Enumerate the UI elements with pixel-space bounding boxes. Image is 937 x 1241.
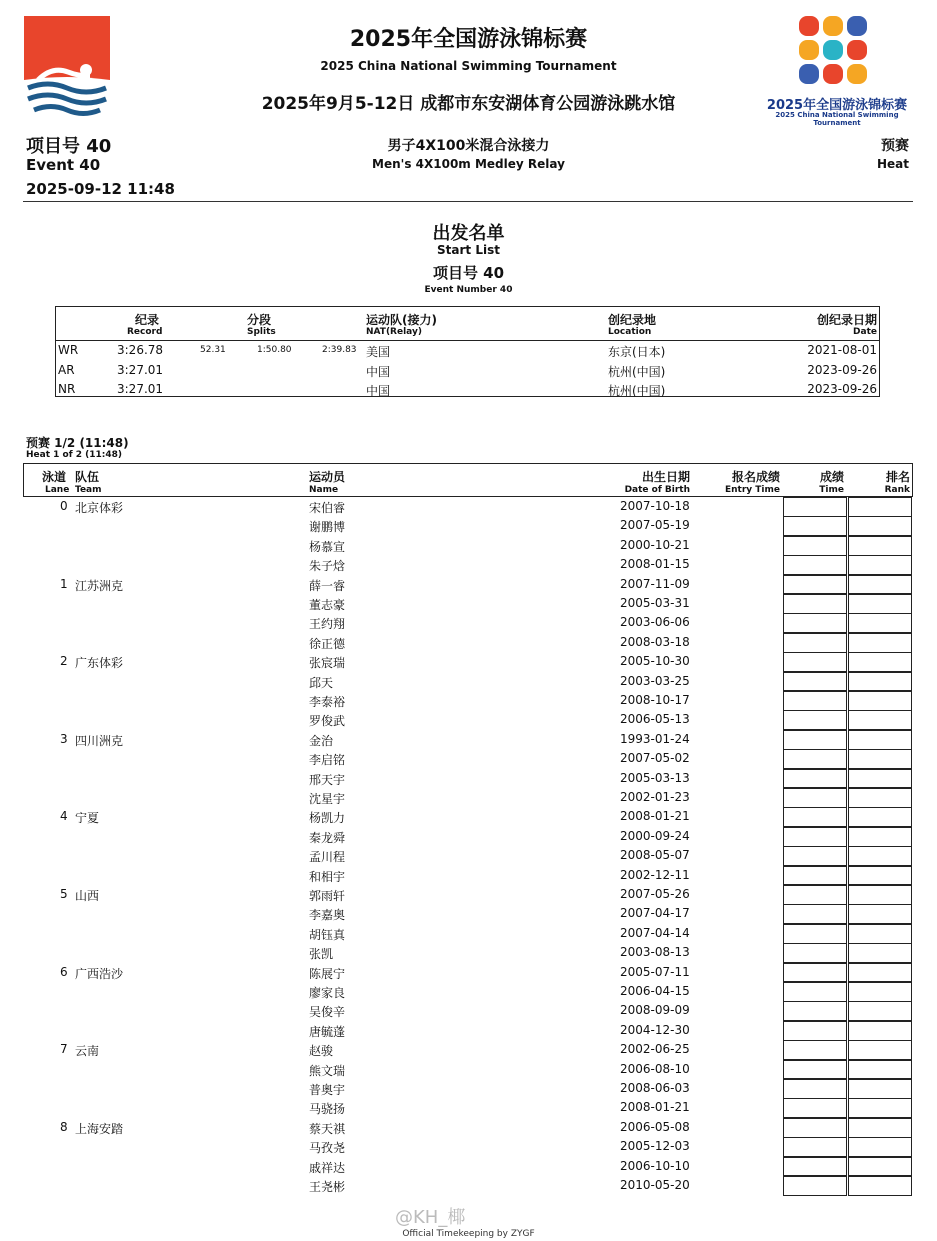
rank-entry-box[interactable]	[848, 613, 912, 633]
athlete-name: 薛一睿	[309, 578, 346, 593]
start-list-title-en: Start List	[437, 243, 500, 257]
athlete-name: 马骁扬	[309, 1102, 346, 1117]
lane-number: 8	[60, 1119, 68, 1134]
athlete-dob: 2007-04-17	[620, 906, 690, 921]
athlete-name: 戚祥达	[309, 1160, 346, 1175]
athlete-name: 吴俊辛	[309, 1005, 346, 1020]
athlete-name: 张宸瑞	[309, 656, 346, 671]
athlete-dob: 2008-05-07	[620, 848, 690, 863]
athlete-name: 邢天宇	[309, 772, 346, 787]
records-header-date-en: Date	[853, 327, 877, 337]
header-time: 成绩	[819, 470, 844, 484]
athlete-dob: 2002-06-25	[620, 1042, 690, 1057]
rank-entry-box[interactable]	[848, 788, 912, 808]
rank-entry-box[interactable]	[848, 516, 912, 536]
athlete-dob: 2008-01-21	[620, 1100, 690, 1115]
athlete-dob: 2007-04-14	[620, 925, 690, 940]
rank-entry-box[interactable]	[848, 1021, 912, 1041]
lane-number: 5	[60, 887, 68, 901]
time-entry-box[interactable]	[783, 749, 847, 769]
athlete-dob: 2008-10-17	[620, 693, 690, 707]
rank-entry-box[interactable]	[848, 982, 912, 1002]
event-number: 项目号 40	[26, 136, 112, 157]
record-location: 东京(日本)	[608, 345, 666, 359]
record-nat: 中国	[366, 364, 391, 379]
header-lane: 泳道	[42, 470, 67, 484]
team-name: 广西浩沙	[75, 966, 124, 981]
athlete-name: 马孜尧	[309, 1141, 346, 1156]
time-entry-box[interactable]	[783, 613, 847, 633]
event-name-en: Men's 4X100m Medley Relay	[372, 157, 565, 171]
rank-entry-box[interactable]	[848, 672, 912, 692]
page-title-en: 2025 China National Swimming Tournament	[320, 59, 617, 73]
header-time-en: Time	[819, 485, 844, 495]
time-entry-box[interactable]	[783, 1021, 847, 1041]
records-header-location: 创纪录地	[608, 313, 657, 327]
event-datetime: 2025-09-12 11:48	[26, 180, 175, 198]
rank-entry-box[interactable]	[848, 904, 912, 924]
athlete-name: 孟川程	[309, 850, 346, 865]
athlete-dob: 2002-12-11	[620, 867, 690, 882]
date-venue: 2025年9月5-12日 成都市东安湖体育公园游泳跳水馆	[261, 94, 676, 114]
records-header-divider	[55, 340, 880, 341]
time-entry-box[interactable]	[783, 497, 847, 517]
time-entry-box[interactable]	[783, 982, 847, 1002]
record-nat: 美国	[366, 345, 391, 359]
time-entry-box[interactable]	[783, 1118, 847, 1138]
time-entry-box[interactable]	[783, 1040, 847, 1060]
rank-entry-box[interactable]	[848, 1060, 912, 1080]
athlete-dob: 2006-05-08	[620, 1119, 690, 1134]
athlete-dob: 2006-10-10	[620, 1158, 690, 1173]
time-entry-box[interactable]	[783, 516, 847, 536]
records-header-record: 纪录	[135, 313, 160, 327]
athlete-dob: 2005-12-03	[620, 1139, 690, 1154]
athlete-dob: 2010-05-20	[620, 1178, 690, 1192]
athlete-dob: 2000-10-21	[620, 537, 690, 552]
start-list-event-number-en: Event Number 40	[424, 285, 513, 295]
time-entry-box[interactable]	[783, 691, 847, 711]
record-type: WR	[58, 343, 79, 357]
time-entry-box[interactable]	[783, 672, 847, 692]
athlete-name: 谢鹏博	[309, 520, 346, 535]
team-name: 四川洲克	[75, 733, 124, 748]
athlete-name: 熊文瑞	[309, 1063, 346, 1078]
athlete-dob: 2007-05-26	[620, 887, 690, 901]
time-entry-box[interactable]	[783, 536, 847, 556]
records-header-nat: 运动队(接力)	[366, 313, 437, 327]
record-time: 3:27.01	[117, 382, 164, 396]
rank-entry-box[interactable]	[848, 691, 912, 711]
athlete-dob: 2006-04-15	[620, 984, 690, 998]
records-header-date: 创纪录日期	[816, 313, 877, 327]
time-entry-box[interactable]	[783, 769, 847, 789]
record-date: 2021-08-01	[807, 343, 877, 357]
athlete-name: 唐毓蓬	[309, 1024, 346, 1039]
athlete-name: 王约翔	[309, 617, 346, 632]
page-title: 2025年全国游泳锦标赛	[349, 27, 588, 52]
athlete-name: 李泰裕	[309, 695, 346, 709]
rank-entry-box[interactable]	[848, 555, 912, 575]
athlete-name: 陈展宁	[309, 966, 346, 981]
athlete-name: 金治	[309, 733, 334, 748]
start-list-event-number: 项目号 40	[432, 264, 505, 282]
record-date: 2023-09-26	[807, 362, 877, 377]
header-rank: 排名	[885, 470, 910, 484]
footer-timekeeping: Official Timekeeping by ZYGF	[402, 1229, 535, 1239]
athlete-dob: 2005-07-11	[620, 964, 690, 979]
record-split-1: 52.31	[200, 345, 226, 355]
rank-entry-box[interactable]	[848, 497, 912, 517]
record-location: 杭州(中国)	[608, 364, 666, 379]
round-label-en: Heat	[876, 157, 909, 171]
rank-entry-box[interactable]	[848, 1079, 912, 1099]
athlete-dob: 2004-12-30	[620, 1022, 690, 1037]
time-entry-box[interactable]	[783, 555, 847, 575]
header-name-en: Name	[309, 485, 339, 495]
header-dob-en: Date of Birth	[624, 485, 690, 495]
time-entry-box[interactable]	[783, 846, 847, 866]
athlete-name: 李嘉奥	[309, 908, 346, 923]
logo-right-title: 2025年全国游泳锦标赛	[766, 98, 908, 113]
header-dob: 出生日期	[641, 470, 690, 484]
time-entry-box[interactable]	[783, 594, 847, 614]
time-entry-box[interactable]	[783, 866, 847, 886]
lane-number: 1	[60, 576, 68, 591]
time-entry-box[interactable]	[783, 1137, 847, 1157]
rank-entry-box[interactable]	[848, 846, 912, 866]
rank-entry-box[interactable]	[848, 1001, 912, 1021]
rank-entry-box[interactable]	[848, 1040, 912, 1060]
athlete-name: 沈星宇	[309, 792, 346, 806]
athlete-name: 宋伯睿	[309, 501, 346, 515]
records-header-nat-en: NAT(Relay)	[366, 327, 422, 337]
athlete-name: 朱子焓	[309, 559, 346, 574]
athlete-dob: 2007-05-02	[620, 751, 690, 766]
athlete-dob: 2003-06-06	[620, 615, 690, 630]
team-name: 北京体彩	[75, 501, 124, 515]
rank-entry-box[interactable]	[848, 769, 912, 789]
event-name: 男子4X100米混合泳接力	[387, 138, 550, 154]
time-entry-box[interactable]	[783, 943, 847, 963]
time-entry-box[interactable]	[783, 730, 847, 750]
athlete-name: 秦龙舜	[309, 830, 346, 845]
rank-entry-box[interactable]	[848, 827, 912, 847]
athlete-name: 王尧彬	[309, 1180, 346, 1194]
athlete-dob: 2005-03-31	[620, 596, 690, 610]
header-team: 队伍	[75, 470, 100, 484]
athlete-dob: 2007-11-09	[620, 576, 690, 591]
rank-entry-box[interactable]	[848, 710, 912, 730]
record-date: 2023-09-26	[807, 382, 877, 396]
athlete-dob: 2007-05-19	[620, 518, 690, 533]
rank-entry-box[interactable]	[848, 575, 912, 595]
rank-entry-box[interactable]	[848, 963, 912, 983]
athlete-name: 廖家良	[309, 986, 346, 1000]
athlete-name: 赵骏	[309, 1044, 334, 1059]
time-entry-box[interactable]	[783, 788, 847, 808]
rank-entry-box[interactable]	[848, 807, 912, 827]
lane-number: 3	[60, 731, 68, 746]
time-entry-box[interactable]	[783, 1060, 847, 1080]
header-name: 运动员	[309, 470, 346, 484]
rank-entry-box[interactable]	[848, 652, 912, 672]
rank-entry-box[interactable]	[848, 536, 912, 556]
records-header-location-en: Location	[608, 327, 652, 337]
athlete-name: 罗俊武	[309, 714, 346, 729]
records-header-record-en: Record	[127, 327, 163, 337]
rank-entry-box[interactable]	[848, 1157, 912, 1177]
athlete-dob: 2005-03-13	[620, 770, 690, 785]
time-entry-box[interactable]	[783, 1176, 847, 1196]
athlete-name: 杨凯力	[309, 811, 346, 826]
record-type: NR	[58, 382, 76, 396]
lane-number: 6	[60, 964, 68, 979]
heat-title: 预赛 1/2 (11:48)	[26, 436, 129, 450]
rank-entry-box[interactable]	[848, 1176, 912, 1196]
start-list-title: 出发名单	[432, 223, 505, 244]
header-entry-time-en: Entry Time	[724, 485, 780, 495]
header-team-en: Team	[75, 485, 102, 495]
record-split-3: 2:39.83	[322, 345, 357, 355]
athlete-name: 蔡天祺	[309, 1121, 346, 1136]
athlete-name: 李启铭	[309, 753, 346, 768]
athlete-dob: 2000-09-24	[620, 828, 690, 843]
athlete-name: 董志豪	[309, 598, 346, 612]
record-location: 杭州(中国)	[608, 384, 666, 398]
time-entry-box[interactable]	[783, 924, 847, 944]
time-entry-box[interactable]	[783, 963, 847, 983]
lane-number: 4	[60, 809, 68, 824]
time-entry-box[interactable]	[783, 575, 847, 595]
athlete-dob: 2008-01-15	[620, 557, 690, 572]
lane-number: 2	[60, 654, 68, 669]
records-header-splits: 分段	[247, 313, 272, 327]
athlete-dob: 2008-06-03	[620, 1081, 690, 1095]
round-label: 预赛	[881, 138, 909, 154]
header-entry-time: 报名成绩	[731, 470, 780, 484]
record-type: AR	[58, 362, 75, 377]
rank-entry-box[interactable]	[848, 594, 912, 614]
team-name: 广东体彩	[75, 656, 124, 671]
heat-title-en: Heat 1 of 2 (11:48)	[26, 450, 123, 460]
time-entry-box[interactable]	[783, 827, 847, 847]
record-split-2: 1:50.80	[257, 345, 292, 355]
athlete-dob: 2006-05-13	[620, 712, 690, 727]
athlete-name: 郭雨轩	[309, 889, 346, 903]
rank-entry-box[interactable]	[848, 885, 912, 905]
time-entry-box[interactable]	[783, 904, 847, 924]
athlete-name: 徐正德	[309, 636, 346, 651]
lane-number: 7	[60, 1042, 68, 1057]
athlete-dob: 2008-01-21	[620, 809, 690, 824]
team-name: 宁夏	[75, 811, 100, 826]
rank-entry-box[interactable]	[848, 1118, 912, 1138]
athlete-name: 胡钰真	[309, 927, 346, 942]
event-number-en: Event 40	[26, 156, 101, 174]
lane-number: 0	[60, 499, 68, 513]
time-entry-box[interactable]	[783, 1079, 847, 1099]
athlete-name: 和相宇	[309, 869, 346, 884]
header-rank-en: Rank	[884, 485, 910, 495]
watermark: @KH_椰	[395, 1207, 466, 1228]
team-name: 云南	[75, 1044, 100, 1059]
athlete-name: 杨慕宣	[309, 539, 346, 554]
athlete-dob: 2003-08-13	[620, 945, 690, 960]
time-entry-box[interactable]	[783, 807, 847, 827]
rank-entry-box[interactable]	[848, 633, 912, 653]
athlete-dob: 2002-01-23	[620, 790, 690, 804]
header-lane-en: Lane	[45, 485, 70, 495]
records-table	[55, 306, 880, 397]
record-nat: 中国	[366, 384, 391, 398]
rank-entry-box[interactable]	[848, 730, 912, 750]
logo-right-subtitle: 2025 China National Swimming Tournament	[775, 111, 899, 127]
rank-entry-box[interactable]	[848, 924, 912, 944]
athlete-dob: 2003-03-25	[620, 673, 690, 688]
rank-entry-box[interactable]	[848, 749, 912, 769]
team-name: 山西	[75, 889, 100, 903]
rank-entry-box[interactable]	[848, 943, 912, 963]
time-entry-box[interactable]	[783, 652, 847, 672]
athlete-dob: 1993-01-24	[620, 731, 690, 746]
team-name: 上海安踏	[75, 1121, 124, 1136]
record-time: 3:26.78	[117, 343, 164, 357]
athlete-dob: 2006-08-10	[620, 1061, 690, 1076]
athlete-dob: 2005-10-30	[620, 654, 690, 669]
time-entry-box[interactable]	[783, 885, 847, 905]
time-entry-box[interactable]	[783, 1157, 847, 1177]
athlete-dob: 2008-09-09	[620, 1003, 690, 1018]
time-entry-box[interactable]	[783, 710, 847, 730]
rank-entry-box[interactable]	[848, 1137, 912, 1157]
records-header-splits-en: Splits	[247, 327, 276, 337]
athlete-name: 张凯	[309, 947, 334, 962]
athlete-name: 邱天	[309, 675, 334, 690]
rank-entry-box[interactable]	[848, 1098, 912, 1118]
header-divider	[23, 201, 913, 202]
rank-entry-box[interactable]	[848, 866, 912, 886]
time-entry-box[interactable]	[783, 1098, 847, 1118]
athlete-dob: 2008-03-18	[620, 634, 690, 649]
record-time: 3:27.01	[117, 362, 164, 377]
time-entry-box[interactable]	[783, 633, 847, 653]
time-entry-box[interactable]	[783, 1001, 847, 1021]
athlete-name: 普奥宇	[309, 1083, 346, 1097]
athlete-dob: 2007-10-18	[620, 499, 690, 513]
team-name: 江苏洲克	[75, 578, 124, 593]
